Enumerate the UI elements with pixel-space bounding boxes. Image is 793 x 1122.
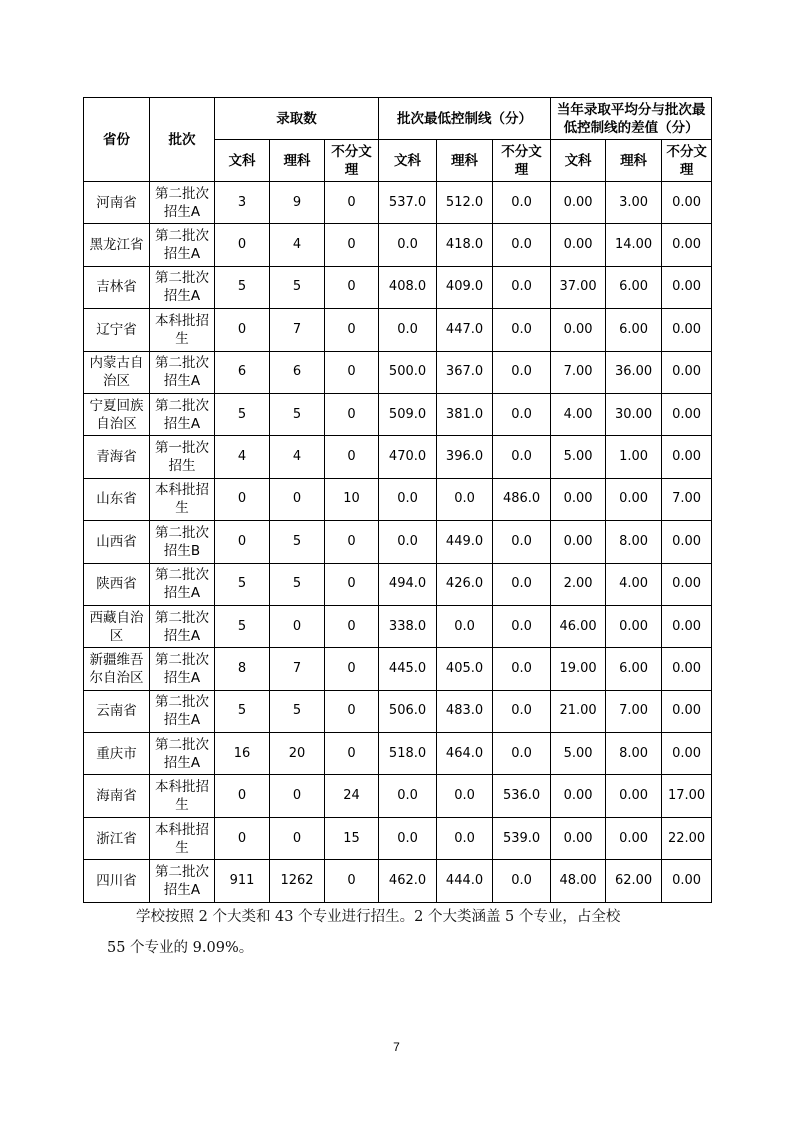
value-cell: 0.00 — [662, 690, 712, 732]
value-cell: 0 — [325, 521, 379, 563]
batch-cell: 第二批次招生A — [150, 860, 215, 902]
value-cell: 0.0 — [493, 393, 551, 435]
value-cell: 445.0 — [379, 648, 437, 690]
value-cell: 3.00 — [606, 182, 662, 224]
batch-cell: 本科批招生 — [150, 775, 215, 817]
value-cell: 0.00 — [662, 521, 712, 563]
province-cell: 河南省 — [84, 182, 150, 224]
value-cell: 0.00 — [662, 309, 712, 351]
value-cell: 0.00 — [662, 436, 712, 478]
value-cell: 464.0 — [437, 733, 493, 775]
value-cell: 0.0 — [437, 775, 493, 817]
table-row — [84, 309, 712, 351]
value-cell: 37.00 — [551, 266, 606, 308]
batch-cell: 第一批次招生 — [150, 436, 215, 478]
value-cell: 7 — [270, 309, 325, 351]
batch-cell: 第二批次招生A — [150, 393, 215, 435]
value-cell: 0.00 — [662, 563, 712, 605]
value-cell: 0 — [325, 436, 379, 478]
subheader-cell: 文科 — [551, 140, 606, 182]
value-cell: 0.00 — [551, 521, 606, 563]
value-cell: 0.00 — [551, 309, 606, 351]
value-cell: 0.00 — [551, 182, 606, 224]
value-cell: 36.00 — [606, 351, 662, 393]
summary-line-2: 55 个专业的 9.09%。 — [107, 940, 254, 956]
value-cell: 7.00 — [551, 351, 606, 393]
value-cell: 16 — [215, 733, 270, 775]
value-cell: 0.0 — [493, 182, 551, 224]
value-cell: 367.0 — [437, 351, 493, 393]
value-cell: 24 — [325, 775, 379, 817]
value-cell: 444.0 — [437, 860, 493, 902]
admission-table — [83, 97, 712, 903]
province-cell: 山西省 — [84, 521, 150, 563]
value-cell: 483.0 — [437, 690, 493, 732]
value-cell: 5 — [215, 605, 270, 647]
value-cell: 405.0 — [437, 648, 493, 690]
value-cell: 4 — [270, 436, 325, 478]
header-row-top — [84, 98, 712, 140]
value-cell: 0.0 — [493, 733, 551, 775]
table-row — [84, 224, 712, 266]
table-row — [84, 521, 712, 563]
table-row — [84, 478, 712, 520]
table-row — [84, 690, 712, 732]
value-cell: 0 — [325, 860, 379, 902]
value-cell: 462.0 — [379, 860, 437, 902]
value-cell: 0 — [215, 309, 270, 351]
province-cell: 云南省 — [84, 690, 150, 732]
value-cell: 0.00 — [606, 817, 662, 859]
value-cell: 0.00 — [662, 351, 712, 393]
value-cell: 0.0 — [493, 648, 551, 690]
value-cell: 0 — [270, 817, 325, 859]
value-cell: 19.00 — [551, 648, 606, 690]
value-cell: 0 — [215, 817, 270, 859]
header-control-line: 批次最低控制线（分） — [379, 98, 551, 140]
value-cell: 7.00 — [662, 478, 712, 520]
value-cell: 0 — [270, 478, 325, 520]
value-cell: 537.0 — [379, 182, 437, 224]
province-cell: 重庆市 — [84, 733, 150, 775]
value-cell: 0.00 — [662, 224, 712, 266]
value-cell: 0.00 — [606, 605, 662, 647]
header-admissions: 录取数 — [215, 98, 379, 140]
value-cell: 0.00 — [662, 733, 712, 775]
province-cell: 宁夏回族自治区 — [84, 393, 150, 435]
value-cell: 5 — [270, 266, 325, 308]
value-cell: 0 — [325, 182, 379, 224]
batch-cell: 第二批次招生A — [150, 224, 215, 266]
value-cell: 0.00 — [606, 478, 662, 520]
value-cell: 4 — [270, 224, 325, 266]
province-cell: 山东省 — [84, 478, 150, 520]
value-cell: 22.00 — [662, 817, 712, 859]
value-cell: 4 — [215, 436, 270, 478]
value-cell: 0.00 — [662, 860, 712, 902]
value-cell: 0 — [325, 648, 379, 690]
subheader-cell: 文科 — [215, 140, 270, 182]
value-cell: 20 — [270, 733, 325, 775]
summary-line-1: 学校按照 2 个大类和 43 个专业进行招生。2 个大类涵盖 5 个专业，占全校 — [136, 909, 621, 925]
value-cell: 0.00 — [551, 817, 606, 859]
value-cell: 0 — [215, 478, 270, 520]
value-cell: 4.00 — [606, 563, 662, 605]
table-row — [84, 436, 712, 478]
province-cell: 辽宁省 — [84, 309, 150, 351]
value-cell: 0.0 — [493, 521, 551, 563]
page-number: 7 — [393, 1040, 400, 1054]
value-cell: 5 — [215, 266, 270, 308]
value-cell: 0.0 — [437, 478, 493, 520]
table-row — [84, 266, 712, 308]
value-cell: 0.0 — [379, 775, 437, 817]
province-cell: 海南省 — [84, 775, 150, 817]
value-cell: 2.00 — [551, 563, 606, 605]
value-cell: 8.00 — [606, 521, 662, 563]
subheader-cell: 理科 — [270, 140, 325, 182]
value-cell: 449.0 — [437, 521, 493, 563]
value-cell: 396.0 — [437, 436, 493, 478]
table-row — [84, 563, 712, 605]
value-cell: 46.00 — [551, 605, 606, 647]
value-cell: 21.00 — [551, 690, 606, 732]
value-cell: 518.0 — [379, 733, 437, 775]
batch-cell: 第二批次招生A — [150, 182, 215, 224]
value-cell: 0 — [215, 224, 270, 266]
value-cell: 4.00 — [551, 393, 606, 435]
value-cell: 6 — [270, 351, 325, 393]
value-cell: 0 — [270, 775, 325, 817]
province-cell: 西藏自治区 — [84, 605, 150, 647]
value-cell: 0.0 — [437, 605, 493, 647]
table-row — [84, 817, 712, 859]
value-cell: 17.00 — [662, 775, 712, 817]
value-cell: 0.0 — [493, 563, 551, 605]
value-cell: 0.0 — [437, 817, 493, 859]
value-cell: 509.0 — [379, 393, 437, 435]
value-cell: 0 — [270, 605, 325, 647]
table-row — [84, 351, 712, 393]
batch-cell: 第二批次招生A — [150, 605, 215, 647]
value-cell: 447.0 — [437, 309, 493, 351]
value-cell: 5 — [215, 690, 270, 732]
value-cell: 0 — [325, 351, 379, 393]
value-cell: 0.0 — [379, 478, 437, 520]
value-cell: 1.00 — [606, 436, 662, 478]
value-cell: 7 — [270, 648, 325, 690]
value-cell: 48.00 — [551, 860, 606, 902]
value-cell: 0.0 — [379, 817, 437, 859]
value-cell: 381.0 — [437, 393, 493, 435]
province-cell: 浙江省 — [84, 817, 150, 859]
value-cell: 486.0 — [493, 478, 551, 520]
value-cell: 0.00 — [662, 393, 712, 435]
value-cell: 5 — [215, 563, 270, 605]
province-cell: 四川省 — [84, 860, 150, 902]
value-cell: 911 — [215, 860, 270, 902]
table-row — [84, 393, 712, 435]
province-cell: 陕西省 — [84, 563, 150, 605]
table-body — [84, 182, 712, 903]
value-cell: 0.00 — [551, 775, 606, 817]
value-cell: 426.0 — [437, 563, 493, 605]
batch-cell: 本科批招生 — [150, 478, 215, 520]
value-cell: 3 — [215, 182, 270, 224]
value-cell: 539.0 — [493, 817, 551, 859]
value-cell: 0.00 — [662, 182, 712, 224]
value-cell: 5.00 — [551, 733, 606, 775]
value-cell: 536.0 — [493, 775, 551, 817]
value-cell: 0.00 — [551, 478, 606, 520]
table-row — [84, 648, 712, 690]
value-cell: 418.0 — [437, 224, 493, 266]
batch-cell: 第二批次招生A — [150, 648, 215, 690]
value-cell: 0 — [325, 690, 379, 732]
value-cell: 512.0 — [437, 182, 493, 224]
value-cell: 6.00 — [606, 309, 662, 351]
value-cell: 10 — [325, 478, 379, 520]
batch-cell: 第二批次招生B — [150, 521, 215, 563]
value-cell: 8.00 — [606, 733, 662, 775]
value-cell: 30.00 — [606, 393, 662, 435]
value-cell: 0 — [325, 266, 379, 308]
subheader-cell: 不分文理 — [325, 140, 379, 182]
batch-cell: 第二批次招生A — [150, 690, 215, 732]
batch-cell: 第二批次招生A — [150, 733, 215, 775]
province-cell: 新疆维吾尔自治区 — [84, 648, 150, 690]
value-cell: 0 — [325, 605, 379, 647]
batch-cell: 本科批招生 — [150, 309, 215, 351]
table-row — [84, 182, 712, 224]
value-cell: 0 — [325, 563, 379, 605]
province-cell: 青海省 — [84, 436, 150, 478]
value-cell: 15 — [325, 817, 379, 859]
value-cell: 6.00 — [606, 266, 662, 308]
value-cell: 6.00 — [606, 648, 662, 690]
value-cell: 0.0 — [493, 436, 551, 478]
value-cell: 500.0 — [379, 351, 437, 393]
batch-cell: 本科批招生 — [150, 817, 215, 859]
value-cell: 8 — [215, 648, 270, 690]
value-cell: 0 — [325, 393, 379, 435]
table-row — [84, 775, 712, 817]
province-cell: 内蒙古自治区 — [84, 351, 150, 393]
value-cell: 494.0 — [379, 563, 437, 605]
table-row — [84, 860, 712, 902]
value-cell: 506.0 — [379, 690, 437, 732]
value-cell: 5 — [215, 393, 270, 435]
header-batch: 批次 — [150, 98, 215, 182]
subheader-cell: 文科 — [379, 140, 437, 182]
value-cell: 408.0 — [379, 266, 437, 308]
value-cell: 0.0 — [493, 690, 551, 732]
value-cell: 5 — [270, 563, 325, 605]
batch-cell: 第二批次招生A — [150, 563, 215, 605]
value-cell: 5 — [270, 393, 325, 435]
value-cell: 0.0 — [379, 309, 437, 351]
value-cell: 0.0 — [379, 521, 437, 563]
value-cell: 5.00 — [551, 436, 606, 478]
value-cell: 0.00 — [662, 266, 712, 308]
header-province: 省份 — [84, 98, 150, 182]
table-row — [84, 733, 712, 775]
subheader-cell: 不分文理 — [493, 140, 551, 182]
value-cell: 0 — [215, 521, 270, 563]
subheader-cell: 理科 — [606, 140, 662, 182]
subheader-cell: 不分文理 — [662, 140, 712, 182]
batch-cell: 第二批次招生A — [150, 351, 215, 393]
value-cell: 7.00 — [606, 690, 662, 732]
value-cell: 0 — [325, 309, 379, 351]
value-cell: 0.0 — [493, 309, 551, 351]
province-cell: 黑龙江省 — [84, 224, 150, 266]
subheader-cell: 理科 — [437, 140, 493, 182]
header-difference: 当年录取平均分与批次最低控制线的差值（分） — [551, 98, 712, 140]
value-cell: 1262 — [270, 860, 325, 902]
value-cell: 0 — [215, 775, 270, 817]
value-cell: 5 — [270, 521, 325, 563]
value-cell: 5 — [270, 690, 325, 732]
value-cell: 0.0 — [493, 351, 551, 393]
value-cell: 14.00 — [606, 224, 662, 266]
value-cell: 470.0 — [379, 436, 437, 478]
value-cell: 0 — [325, 224, 379, 266]
value-cell: 9 — [270, 182, 325, 224]
summary-paragraph — [107, 902, 697, 964]
value-cell: 62.00 — [606, 860, 662, 902]
value-cell: 0.0 — [493, 860, 551, 902]
table-row — [84, 605, 712, 647]
province-cell: 吉林省 — [84, 266, 150, 308]
value-cell: 6 — [215, 351, 270, 393]
value-cell: 338.0 — [379, 605, 437, 647]
value-cell: 0.00 — [606, 775, 662, 817]
value-cell: 0.00 — [551, 224, 606, 266]
value-cell: 0.00 — [662, 605, 712, 647]
batch-cell: 第二批次招生A — [150, 266, 215, 308]
value-cell: 0.0 — [493, 224, 551, 266]
value-cell: 409.0 — [437, 266, 493, 308]
value-cell: 0.0 — [493, 266, 551, 308]
value-cell: 0.0 — [379, 224, 437, 266]
value-cell: 0 — [325, 733, 379, 775]
value-cell: 0.00 — [662, 648, 712, 690]
value-cell: 0.0 — [493, 605, 551, 647]
